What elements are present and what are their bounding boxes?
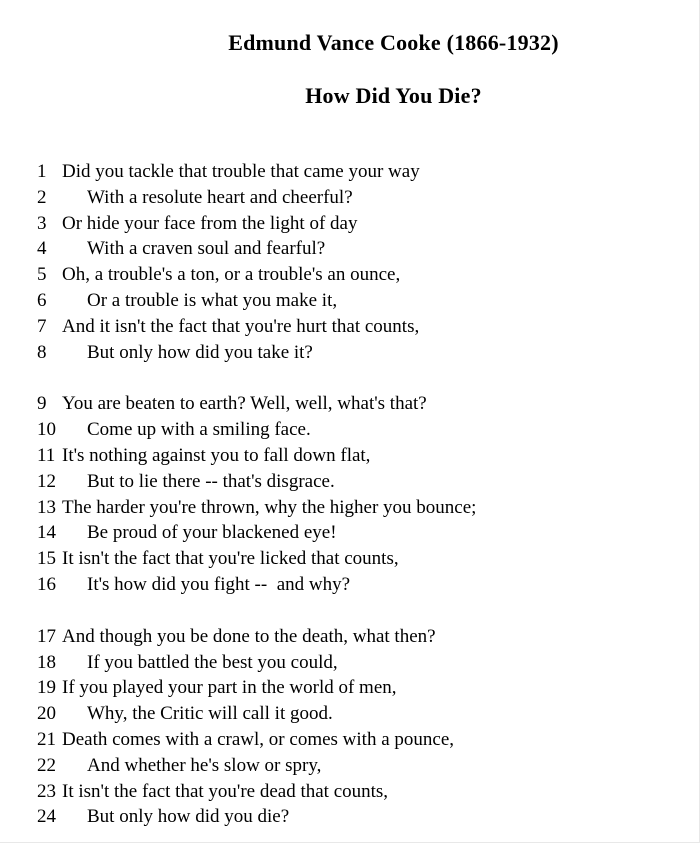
line-number: 16 (37, 573, 56, 595)
line-number: 14 (37, 522, 56, 544)
verse-line-text: Come up with a smiling face. (87, 419, 311, 441)
verse-line (0, 417, 699, 443)
verse-line (0, 572, 699, 598)
verse-line-text: If you played your part in the world of men, (62, 677, 397, 699)
line-number: 17 (37, 625, 56, 647)
verse-line (0, 779, 699, 805)
stanza (0, 159, 699, 365)
line-number: 8 (37, 341, 47, 363)
verse-line-text: Or a trouble is what you make it, (87, 289, 338, 311)
verse-line-text: Oh, a trouble's a ton, or a trouble's an ounce, (62, 264, 401, 286)
verse-line-text: It isn't the fact that you're licked that counts, (62, 548, 399, 570)
verse-line (0, 262, 699, 288)
line-number: 23 (37, 780, 56, 802)
line-number: 19 (37, 677, 56, 699)
line-number: 24 (37, 806, 56, 828)
line-number: 9 (37, 393, 47, 415)
verse-line (0, 314, 699, 340)
verse-line-text: And though you be done to the death, what then? (62, 625, 436, 647)
verse-line (0, 185, 699, 211)
verse-line-text: But only how did you die? (87, 806, 290, 828)
verse-line (0, 340, 699, 366)
verse-line (0, 288, 699, 314)
line-number: 12 (37, 470, 56, 492)
verse-line (0, 520, 699, 546)
verse-line (0, 675, 699, 701)
line-number: 5 (37, 264, 47, 286)
line-number: 3 (37, 212, 47, 234)
line-number: 20 (37, 703, 56, 725)
verse-line-text: With a craven soul and fearful? (87, 238, 326, 260)
verse-line (0, 753, 699, 779)
verse-line (0, 650, 699, 676)
verse-line (0, 469, 699, 495)
verse-line-text: But to lie there -- that's disgrace. (87, 470, 335, 492)
verse-line (0, 624, 699, 650)
verse-line-text: The harder you're thrown, why the higher you bounce; (62, 496, 477, 518)
verse-line-text: But only how did you take it? (87, 341, 313, 363)
verse-line-text: And whether he's slow or spry, (87, 754, 322, 776)
verse-line (0, 804, 699, 830)
line-number: 2 (37, 186, 47, 208)
verse-line-text: If you battled the best you could, (87, 651, 338, 673)
stanza (0, 391, 699, 597)
poem-body (0, 159, 699, 830)
line-number: 22 (37, 754, 56, 776)
verse-line-text: It's nothing against you to fall down flat, (62, 444, 371, 466)
verse-line-text: It's how did you fight -- and why? (87, 573, 351, 595)
verse-line-text: Or hide your face from the light of day (62, 212, 358, 234)
line-number: 15 (37, 548, 56, 570)
line-number: 11 (37, 444, 56, 466)
verse-line (0, 159, 699, 185)
verse-line (0, 391, 699, 417)
verse-line-text: Be proud of your blackened eye! (87, 522, 337, 544)
line-number: 18 (37, 651, 56, 673)
verse-line (0, 495, 699, 521)
verse-line-text: It isn't the fact that you're dead that counts, (62, 780, 389, 802)
line-number: 21 (37, 728, 56, 750)
line-number: 6 (37, 289, 47, 311)
verse-line (0, 236, 699, 262)
verse-line-text: You are beaten to earth? Well, well, what's that? (62, 393, 427, 415)
verse-line-text: And it isn't the fact that you're hurt that counts, (62, 315, 420, 337)
line-number: 13 (37, 496, 56, 518)
verse-line (0, 701, 699, 727)
verse-line (0, 443, 699, 469)
verse-line (0, 211, 699, 237)
line-number: 7 (37, 315, 47, 337)
verse-line (0, 727, 699, 753)
line-number: 4 (37, 238, 47, 260)
verse-line-text: With a resolute heart and cheerful? (87, 186, 353, 208)
verse-line-text: Did you tackle that trouble that came your way (62, 161, 420, 182)
poem-title-heading: How Did You Die? (305, 83, 482, 108)
author-heading: Edmund Vance Cooke (1866-1932) (228, 30, 559, 55)
verse-line-text: Why, the Critic will call it good. (87, 703, 333, 725)
line-number: 10 (37, 419, 56, 441)
stanza (0, 624, 699, 830)
line-number: 1 (37, 161, 47, 182)
document-headings (0, 0, 699, 111)
verse-line (0, 546, 699, 572)
verse-line-text: Death comes with a crawl, or comes with a pounce, (62, 728, 455, 750)
